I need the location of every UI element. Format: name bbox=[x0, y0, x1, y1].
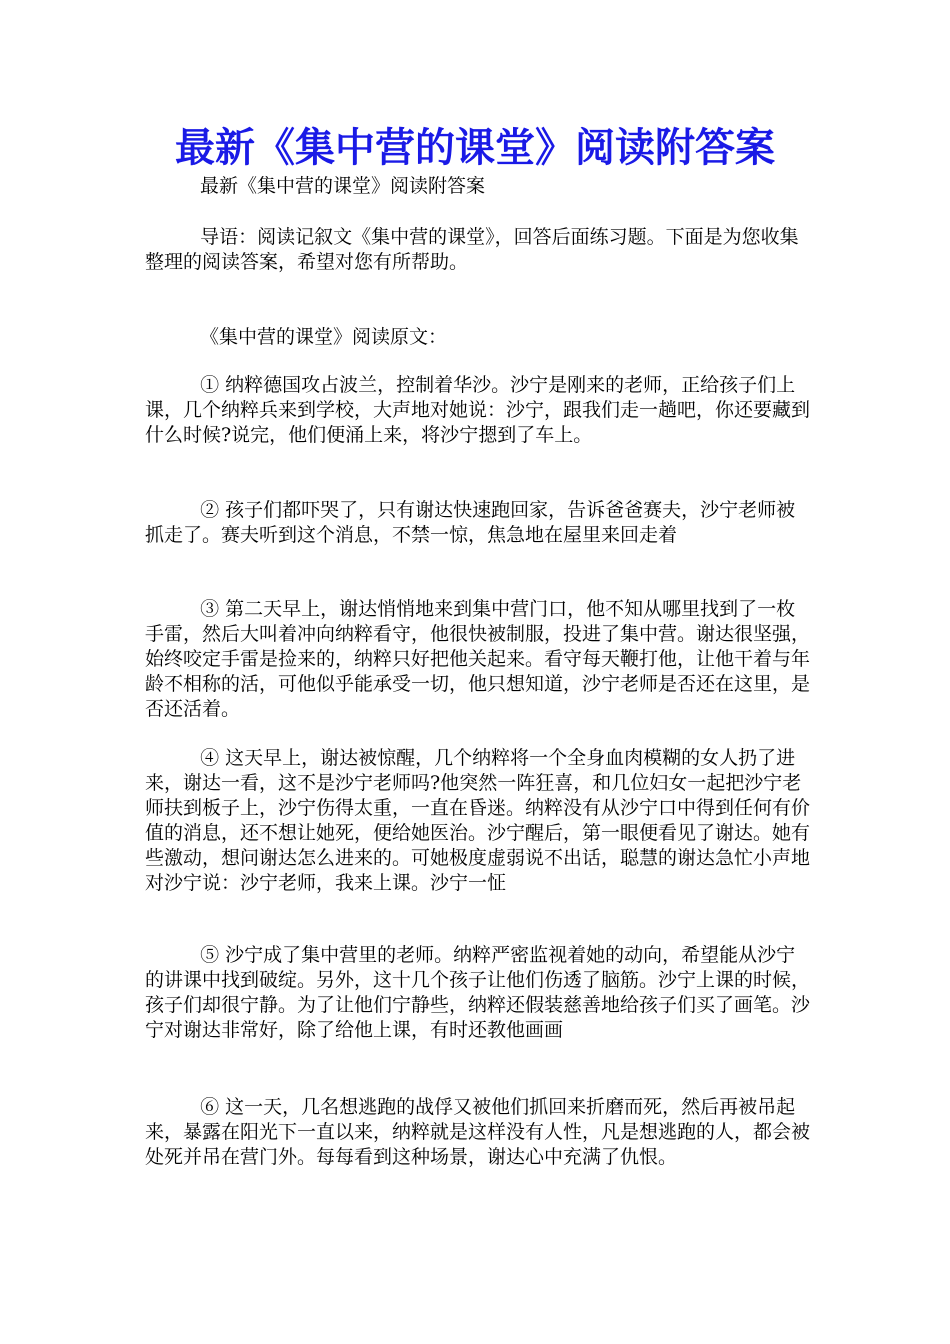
section-label: 《集中营的课堂》阅读原文： bbox=[200, 326, 448, 348]
intro-paragraph: 导语：阅读记叙文《集中营的课堂》，回答后面练习题。下面是为您收集整理的阅读答案，希望对您有所帮助。 bbox=[145, 226, 799, 273]
paragraph-5: ⑤ 沙宁成了集中营里的老师。纳粹严密监视着她的动向，希望能从沙宁的讲课中找到破绽。另外，这十几个孩子让他们伤透了脑筋。沙宁上课的时候，孩子们却很宁静。为了让他们宁静些，纳粹还假装慈善地给孩子们买了画笔。沙宁对谢达非常好，除了给他上课，有时还教他画画 bbox=[145, 944, 811, 1041]
paragraph-6: ⑥ 这一天，几名想逃跑的战俘又被他们抓回来折磨而死，然后再被吊起来，暴露在阳光下一直以来，纳粹就是这样没有人性，凡是想逃跑的人，都会被处死并吊在营门外。每每看到这种场景，谢达心中充满了仇恨。 bbox=[145, 1096, 811, 1168]
document-subtitle: 最新《集中营的课堂》阅读附答案 bbox=[200, 175, 486, 197]
paragraph-1: ① 纳粹德国攻占波兰，控制着华沙。沙宁是刚来的老师，正给孩子们上课，几个纳粹兵来到学校，大声地对她说：沙宁，跟我们走一趟吧，你还要藏到什么时候?说完，他们便涌上来，将沙宁摁到了车上。 bbox=[145, 374, 811, 446]
paragraph-2: ② 孩子们都吓哭了，只有谢达快速跑回家，告诉爸爸赛夫，沙宁老师被抓走了。赛夫听到这个消息，不禁一惊，焦急地在屋里来回走着 bbox=[145, 499, 796, 546]
paragraph-3: ③ 第二天早上，谢达悄悄地来到集中营门口，他不知从哪里找到了一枚手雷，然后大叫着冲向纳粹看守，他很快被制服，投进了集中营。谢达很坚强，始终咬定手雷是捡来的，纳粹只好把他关起来。看守每天鞭打他，让他干着与年龄不相称的活，可他似乎能承受一切，他只想知道，沙宁老师是否还在这里，是否还活着。 bbox=[145, 598, 811, 720]
paragraph-4: ④ 这天早上，谢达被惊醒，几个纳粹将一个全身血肉模糊的女人扔了进来，谢达一看，这不是沙宁老师吗?他突然一阵狂喜，和几位妇女一起把沙宁老师扶到板子上，沙宁伤得太重，一直在昏迷。纳粹没有从沙宁口中得到任何有价值的消息，还不想让她死，便给她医治。沙宁醒后，第一眼便看见了谢达。她有些激动，想问谢达怎么进来的。可她极度虚弱说不出话，聪慧的谢达急忙小声地对沙宁说：沙宁老师，我来上课。沙宁一怔 bbox=[145, 747, 811, 894]
document-title: 最新《集中营的课堂》阅读附答案 bbox=[175, 124, 775, 171]
